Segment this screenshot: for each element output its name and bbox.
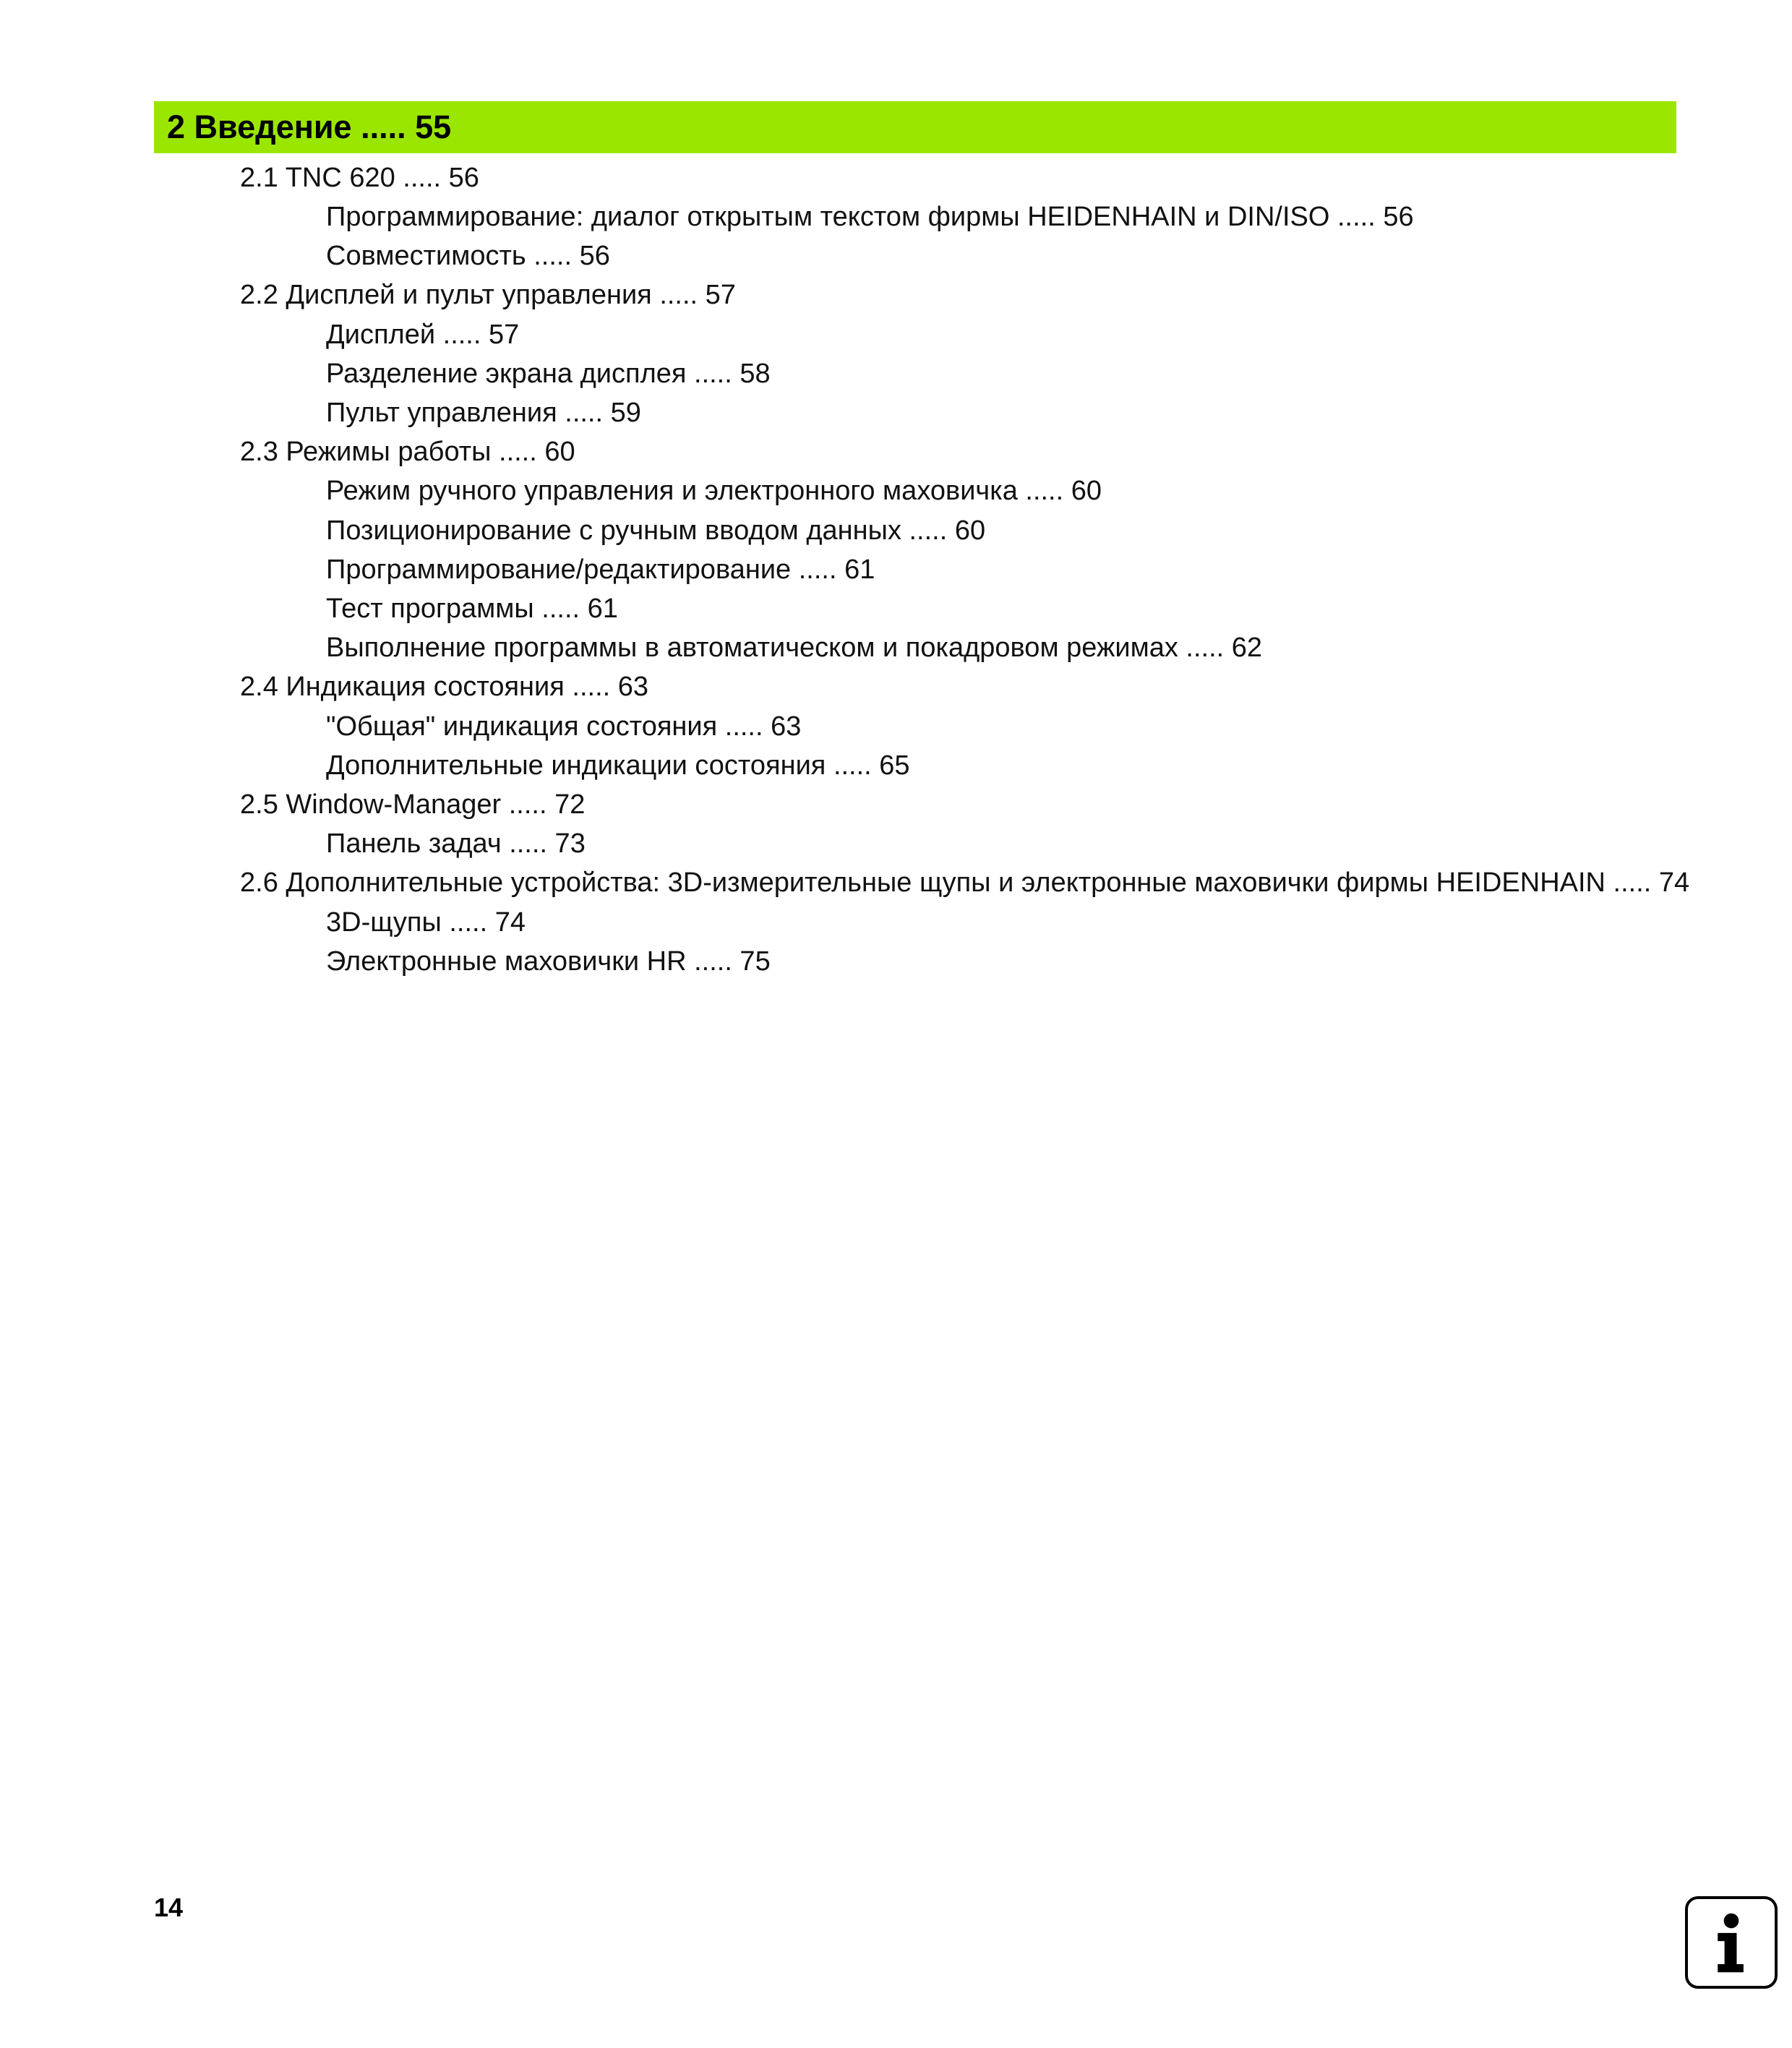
toc-subsection[interactable]: Позиционирование с ручным вводом данных ..... 60 xyxy=(326,515,986,546)
toc-subsection[interactable]: Дисплей ..... 57 xyxy=(326,320,520,350)
toc-section-2-5[interactable]: 2.5 Window-Manager ..... 72 xyxy=(240,789,586,820)
toc-subsection[interactable]: Панель задач ..... 73 xyxy=(326,828,586,859)
toc-subsection[interactable]: Режим ручного управления и электронного маховичка ..... 60 xyxy=(326,476,1102,506)
info-icon xyxy=(1685,1896,1778,1989)
toc-subsection[interactable]: Пульт управления ..... 59 xyxy=(326,398,641,428)
toc-subsection[interactable]: Дополнительные индикации состояния ..... 65 xyxy=(326,750,910,781)
chapter-title[interactable]: 2 Введение ..... 55 xyxy=(167,108,452,145)
toc-section-2-1[interactable]: 2.1 TNC 620 ..... 56 xyxy=(240,163,479,193)
toc-section-2-3[interactable]: 2.3 Режимы работы ..... 60 xyxy=(240,437,575,467)
page-number: 14 xyxy=(154,1893,184,1922)
toc-subsection[interactable]: Программирование/редактирование ..... 61 xyxy=(326,554,875,585)
toc-subsection[interactable]: Разделение экрана дисплея ..... 58 xyxy=(326,359,771,389)
toc-subsection[interactable]: Выполнение программы в автоматическом и покадровом режимах ..... 62 xyxy=(326,633,1263,663)
toc-subsection[interactable]: 3D-щупы ..... 74 xyxy=(326,907,526,938)
toc-subsection[interactable]: Программирование: диалог открытым текстом фирмы HEIDENHAIN и DIN/ISO ..... 56 xyxy=(326,202,1414,232)
toc-section-2-4[interactable]: 2.4 Индикация состояния ..... 63 xyxy=(240,672,649,702)
toc-subsection[interactable]: Тест программы ..... 61 xyxy=(326,594,618,624)
toc-subsection[interactable]: Совместимость ..... 56 xyxy=(326,241,610,271)
info-icon-glyph xyxy=(1688,1899,1775,1986)
toc-section-2-2[interactable]: 2.2 Дисплей и пульт управления ..... 57 xyxy=(240,280,736,310)
toc-section-2-6[interactable]: 2.6 Дополнительные устройства: 3D-измерительные щупы и электронные маховички фирмы HEIDENHAIN ..... 74 xyxy=(240,867,1690,898)
toc-subsection[interactable]: Электронные маховички HR ..... 75 xyxy=(326,946,771,977)
toc-subsection[interactable]: "Общая" индикация состояния ..... 63 xyxy=(326,711,802,742)
